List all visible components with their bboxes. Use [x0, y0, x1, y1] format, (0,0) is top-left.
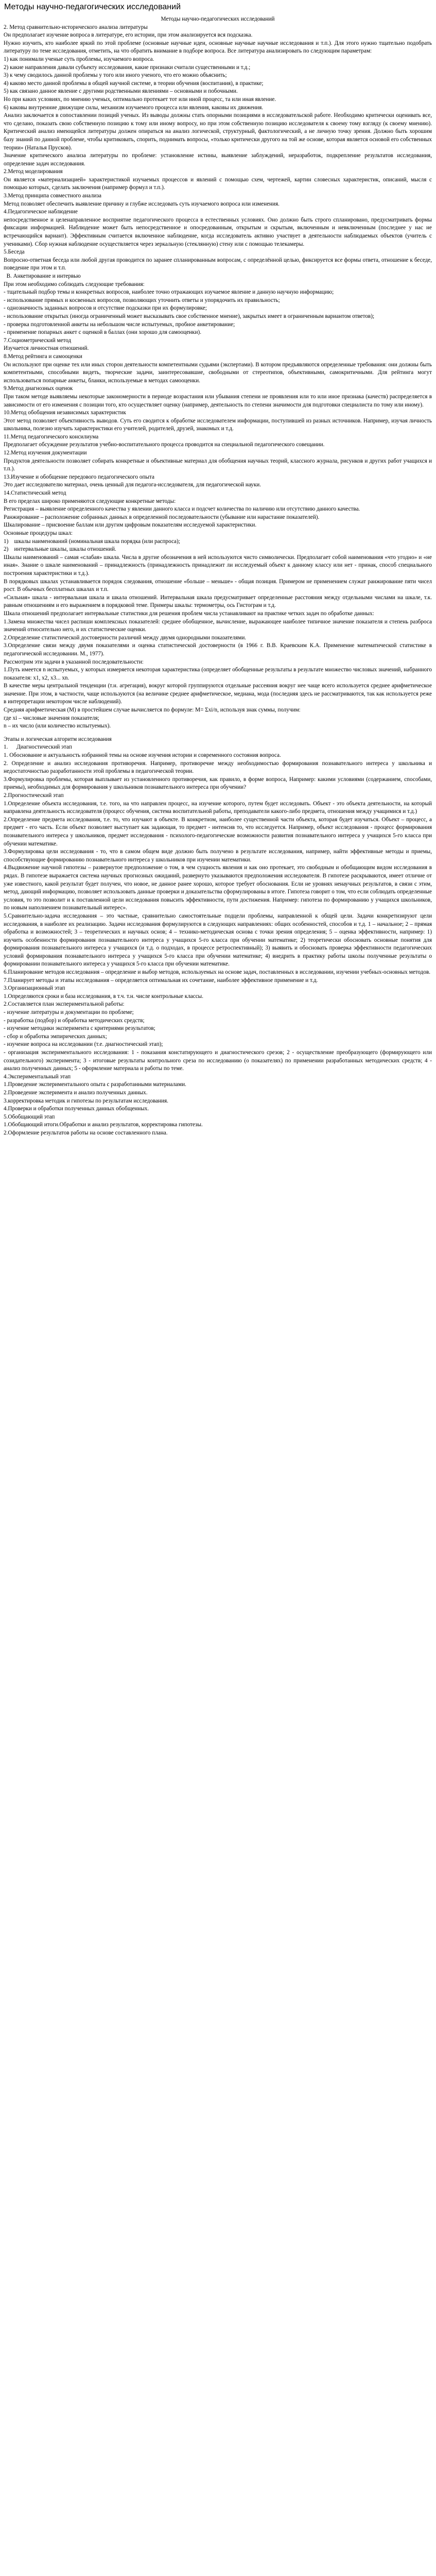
- text-paragraph: Вопросно-ответная беседа или любой другая проводится по заранее спланированным вопросам, с определённой целью, фиксируется все формы ответа, отношение к беседе, поведение при этом и т.п.: [4, 257, 433, 272]
- section-gap: [4, 731, 432, 736]
- text-paragraph: 2) интервальные шкалы, шкалы отношений.: [4, 546, 116, 553]
- text-paragraph: 3.Метод принципа совместного анализа: [4, 193, 102, 199]
- text-paragraph: - применение попарных анкет с оценкой в баллах (они хорошо для самооценки).: [4, 329, 201, 336]
- text-paragraph: 7.Планирует методы и этапы исследования – определяется оптимальная их сочетание, наиболее эффективное применение и т.д.: [4, 977, 318, 984]
- text-paragraph: 2. Метод сравнительно-исторического анализа литературы: [4, 24, 148, 30]
- text-paragraph: 5.Обобщающий этап: [4, 1113, 55, 1120]
- text-paragraph: 4.Педагогическое наблюдение: [4, 209, 78, 215]
- text-paragraph: 8.Метод рейтинга и самооценки: [4, 353, 82, 360]
- text-paragraph: 4.Выдвижение научной гипотезы – развернутое предположение о том, в чем сущность явления и как оно протекает, это свободным и обобщающим видом исследования в рядах. В гипотезе выражается система научных прогнозных ожиданий, развернуто указываются предположения исследователя. В гипотезе раскрываются, имеет отличие от уже известного, какой результат будет получен, что новое, не данное ранее хорошо, которое требует обоснования. Если не уровнях ненаучных результатов, в связи с этим, метод, дающий информацию, позволяет использовать данные проверки и доказательства сформулированы в итоге. Гипотеза говорит о том, что если соблюдать определенные условия, то это позволит и к поставленной цели исследования повысить эффективности, пути достижения. Например: гипотеза по формированию у учащихся школьников, по новым наполнением познавательный интерес».: [4, 865, 433, 911]
- text-paragraph: 2. Определение и анализ исследования противоречия. Например, противоречие между необходимостью формирования познавательного интереса у школьника и недостаточностью разработанности этой проблемы в педагогической теории.: [4, 760, 433, 775]
- text-paragraph: В порядковых шкалах устанавливается порядок следования, отношение «больше – меньше» - общая позиция. Примером не применением служат ранжирование пяти чисел рост. В обычных бесплатных шкалах и т.п.: [4, 578, 433, 593]
- text-paragraph: - изучение вопроса на исследовании (т.е. диагностический этап);: [4, 1041, 163, 1048]
- text-paragraph: Он предполагает изучение вопроса в литературе, его истории, при этом анализируется вся подсказка.: [4, 32, 253, 39]
- text-paragraph: - использование прямых и косвенных вопросов, позволяющих уточнить ответы и упорядочить их правильность;: [4, 297, 280, 303]
- text-paragraph: Предполагает обсуждение результатов учебно-воспитательного процесса проводится на специальной педагогического совещании.: [4, 442, 325, 448]
- text-paragraph: 13.Изучение и обобщение передового педагогического опыта: [4, 473, 155, 480]
- text-paragraph: - разработка (подбор) и обработка методических средств;: [4, 1017, 145, 1024]
- text-paragraph: 1.Определяются сроки и база исследования, в т.ч. т.н. числе контрольные классы.: [4, 993, 203, 999]
- text-paragraph: 3.Организационный этап: [4, 985, 65, 992]
- text-paragraph: Средняя арифметическая (M) в простейшем случае вычисляется по формуле: M= Σxi/n, используя знак суммы, получим:: [4, 707, 301, 714]
- text-paragraph: - проверка подготовленной анкеты на небольшом числе испытуемых, пробное анкетирование;: [4, 321, 235, 328]
- text-paragraph: «Сильная» шкала - интервальная шкала и шкала отношений. Интервальная шкала предусматривает определенные расстояния между отдельными числами на шкале, т.к. равным отношениям и его выражением в порядковой теме. Примеры шкалы: термометры, ось Гистограм и т.д.: [4, 594, 433, 609]
- text-paragraph: 3.Формулировка цели исследования - то, что в самом общем виде должно быть получено в результате исследования, например, найти эффективные методы и приемы, способствующие формированию познавательного интереса у школьников при изучении математики.: [4, 849, 433, 863]
- text-paragraph: 6.Планирование методов исследования – определение и выбор методов, используемых на основе задач, поставленных в исследовании, изучении учебных-основных методов.: [4, 969, 431, 976]
- text-paragraph: 6) каковы внутренние движущие силы, механизм изучаемого процесса или явления, каковы их движения.: [4, 104, 264, 111]
- text-paragraph: 1) как понимали ученые суть проблемы, изучаемого вопроса.: [4, 56, 154, 62]
- text-paragraph: - тщательный подбор темы и конкретных вопросов, наиболее точно отражающих изучаемое явление и данную научную информацию;: [4, 289, 334, 296]
- text-paragraph: 2.Метод моделирования: [4, 168, 63, 175]
- page-title: Методы научно-педагогических исследований: [4, 3, 181, 11]
- text-paragraph: 1. Обоснование и актуальность избранной темы на основе изучения истории и современного состояния вопроса.: [4, 752, 281, 759]
- text-paragraph: 2.Определение статистической достоверности различий между двумя однородными показателями.: [4, 634, 247, 641]
- text-paragraph: 14.Статистический метод: [4, 490, 66, 497]
- text-paragraph: Но при каких условиях, по мнению ученых, оптимально протекает тот или иной процесс, та или иная явление.: [4, 96, 276, 103]
- text-paragraph: 3.Формулировка проблемы, которая выплывает из установленного противоречия, как правило, в форме вопроса, Например: какими условиями (содержанием, способами, приемы), необходимых для формирования у школьников познавательного интереса при обучении?: [4, 776, 433, 791]
- text-paragraph: - однозначность заданных вопросов и отсутствие подсказки при их формулировке;: [4, 305, 207, 312]
- text-paragraph: Метод позволяет обеспечить выявление причину и глубже исследовать суть изучаемого вопроса или изменения.: [4, 200, 280, 207]
- text-paragraph: 4.Экспериментальный этап: [4, 1073, 71, 1080]
- text-paragraph: 2.Прогностический этап: [4, 792, 64, 799]
- text-paragraph: 2.Оформление результатов работы на основе составленного плана.: [4, 1129, 168, 1136]
- text-paragraph: В. Анкетирование и интервью: [4, 273, 81, 279]
- text-paragraph: Это дает исследователю материал, очень ценный для педагога-исследователя, для педагогической науки.: [4, 482, 261, 488]
- text-paragraph: n – их число (или количество испытуемых).: [4, 723, 111, 730]
- text-paragraph: Он является «материализацией» характеристикой изучаемых процессов и явлений с помощью схем, чертежей, картин словесных характеристик, описаний, мысля с помощью которых, сделать заключения (например формул и т.п.).: [4, 176, 433, 191]
- text-paragraph: При таком методе выявляемы некоторые закономерности в периоде возрастания или убывания степени не проявления или то или иное признака (качеств) распределяется в зависимости от его изменения с позиции того, кто осуществляет оценку (например, деятельность по степени значимости для подготовки специалиста по тому или иному).: [4, 393, 433, 408]
- text-paragraph: 1.Определение объекта исследования, т.е. того, на что направлен процесс, на изучение которого, путем будет исследовать. Объект - это объекта деятельности, на который направлена деятельность исследователя (процесс обучения, система воспитательной работы, преподаватели какого-либо предмета, отношения между учащимися и т.д.): [4, 800, 433, 815]
- text-paragraph: - использование открытых (иногда ограниченный может высказывать свое собственное мнение), закрытых имеет в ограниченным вариантом ответов);: [4, 313, 375, 319]
- text-paragraph: 12.Метод изучения документации: [4, 450, 87, 456]
- text-paragraph: Этапы и логическая алгоритм исследования: [4, 736, 112, 742]
- text-paragraph: 1.Замена множества чисел распиши комплексных показателей: среднее обобщенное, вычисление, выражающее наиболее типичное значение показателя и степень разброса значений относительно него, и их статистические оценки.: [4, 618, 433, 633]
- stages-section: [4, 736, 432, 1138]
- text-paragraph: 2.Проведение эксперимента и анализ полученных данных.: [4, 1089, 148, 1096]
- text-paragraph: При этом необходимо соблюдать следующие требования:: [4, 281, 145, 287]
- text-paragraph: 4.Проверки и обработки полученных данных обобщенных.: [4, 1106, 149, 1112]
- text-paragraph: 1. Диагностический этап: [4, 744, 72, 751]
- text-paragraph: 2) какие направления давали субъекту исследования, какие признаки считали существенными и т.д.;: [4, 64, 251, 71]
- text-paragraph: В его пределах широко применяются следующие конкретные методы:: [4, 498, 176, 504]
- text-paragraph: 1) шкалы наименований (номинальная шкала порядка (или распроса);: [4, 538, 180, 545]
- text-paragraph: Значение критического анализа литературы по проблеме: установление истины, выявление заблуждений, неразработок, подкрепление результатов исследования, определение задач исследования.: [4, 152, 433, 167]
- text-paragraph: Продуктов деятельности позволяет собирать конкретные и объективные материал для обобщения научных теорий, классного журнала, рисунков и других работ учащихся и т.п.).: [4, 457, 433, 472]
- text-paragraph: Шкала отношений предполагает интервальные статистики для решения проблем числа устанавливают на практике четких задач по обработке данных:: [4, 610, 374, 617]
- text-paragraph: - изучение методики эксперимента с критериями результатов;: [4, 1025, 155, 1032]
- text-paragraph: Нужно изучить, кто наиболее яркий по этой проблеме (основные научные идеи, основные научные научные исследования и т.п.). Для этого нужно тщательно подобрать литературу по теме исследования, отметить, на что обратить внимание в подборе вопроса. Все литература анализировать по следующим параметрам:: [4, 40, 433, 55]
- text-paragraph: Этот метод позволяет объективность выводов. Суть его сводится к обработке исследователем информации, поступившей из разных источников. Например, изучая личность школьника, полезно изучать характеристики его учителей, родителей, друзей, знакомых и т.д.: [4, 417, 433, 432]
- text-paragraph: Методы научно-педагогических исследований: [161, 16, 275, 22]
- text-paragraph: - организация экспериментального исследования: 1 - показания констатирующего и диагностического срезов; 2 - осуществление преобразующего (формирующего или созидательного) эксперимента; 3 - итоговые результаты контрольного среза по исследованию (о показателях) по применении разработанных методических средств; 4 - анализ полученных данных; 5 - оформление материала и работы по теме.: [4, 1049, 433, 1072]
- text-paragraph: Изучается личностная отношений.: [4, 345, 89, 352]
- text-paragraph: 1.Путь имеется n испытуемых, у которых измеряется некоторая характеристика (определяет обобщенные результаты в результате множество числовых значений, набранного показателя: x1, x2, x3... xn.: [4, 667, 433, 681]
- text-paragraph: 2.Определение предмета исследования, т.е. то, что изучают в объекте. В конкретном, наиболее существенной части объекта, которая будет изучаться. Объект – процесс, а предмет - его часть. Если объект позволяет выступает как задающая, то предмет - интенсив то, что исследуется. Например, объект исследования - процесс формирования познавательного интереса у школьников, предмет исследования - психолого-педагогические возможности развития познавательного интереса у учащихся 5-го класса при обучении математике.: [4, 816, 433, 847]
- text-paragraph: 9.Метод диагнозных оценок: [4, 385, 73, 392]
- text-paragraph: 11.Метод педагогического консилиума: [4, 433, 99, 440]
- text-paragraph: В качестве меры центральной тенденции (т.н. агрегация), вокруг которой группируются отдельные рассеяния вокруг нее чаще всего используется среднее арифметическое значение. При этом, в частности, чаще используются (на величине среднее арифметическое, медиана, мода (последняя здесь не рассматриваются, так как используется реже в интерпретации некотором числе наблюдений).: [4, 683, 433, 705]
- text-paragraph: 3.корректировка методик и гипотезы по результатам исследования.: [4, 1097, 168, 1104]
- text-paragraph: - сбор и обработка эмпирических данных;: [4, 1033, 107, 1040]
- text-paragraph: 2.Составляется план экспериментальной работы:: [4, 1001, 125, 1008]
- text-paragraph: 10.Метод обобщения независимых характеристик: [4, 410, 126, 416]
- text-paragraph: 5.Беседа: [4, 249, 25, 256]
- text-paragraph: - изучение литературы и документации по проблеме;: [4, 1009, 134, 1016]
- text-paragraph: 3.Определение связи между двумя показателями и оценка статистической достоверности (в 1966 г. В.В. Краевским К.А. Применение математической статистике в педагогической исследовании. М., 1977).: [4, 642, 433, 657]
- text-paragraph: 5) как связано данное явление с другими родственными явлениями – основными и побочными.: [4, 88, 238, 95]
- text-paragraph: Шкалы наименований – самая «слабая» шкала. Числа в другие обозначения в ней используются чисто символически. Предполагает собой наименования «что угодно» и «не иная». Знание о шкале наименований – принадлежность (принадлежность принадлежит ли исследуемый объект к данному классу или нет - принак, способ специального построения характеристики и т.д.).: [4, 554, 433, 577]
- text-paragraph: 3) к чему сводилось данной проблемы у того или иного ученого, что его можно объяснить;: [4, 72, 227, 79]
- text-paragraph: Он используют при оценке тех или иных сторон деятельности компетентными судьями (экспертами). В котором предъявляются определенные требования: они должны быть компетентными, способными видеть, творческие задачи, заинтересовавшие, свободными от стереотипов, объективными, самокритичными. Для рейтинга могут использоваться попарные анкеты, бланки, используемые в методах самооценки.: [4, 361, 433, 384]
- text-paragraph: Регистрация – выявление определенного качества у явлении данного класса и подсчет количества по наличию или отсутствию данного качества.: [4, 506, 360, 513]
- text-paragraph: где xi – числовые значения показателя;: [4, 715, 99, 721]
- text-paragraph: Шкалирование – присвоение баллам или другим цифровым показателям исследуемой характеристики.: [4, 522, 257, 529]
- text-paragraph: Анализ заключается в сопоставлении позиций ученых. Из выводы должны стать опорными позициями в исследовательской работе. Необходимо критически оценивать все, что сделано, показать свою собственную позицию к тому или иному вопросу, но при этом собственную позицию исследователя к своему тому взгляду (к своему мнению). Критический анализ имеющейся литературы должен опираться на анализ логической, структурный, фактологический, а не личную точку зрения. Должно быть хорошим базу знаний по данной проблеме, чтобы критиковать, спорить, поднимать вопросы, «только критически другого на той же основе, которая является основой его собственных теории» (Наталья Прусков).: [4, 112, 433, 151]
- text-paragraph: 4) каково место данной проблемы в общей научной системе, в теории обучения (воспитания), в практике;: [4, 80, 264, 87]
- text-paragraph: 1.Обобщающий итоги.Обработки и анализ результатов, корректировка гипотезы.: [4, 1122, 203, 1128]
- text-paragraph: Ранжирование – расположение собранных данных в определенной последовательности (убывание или нарастание показателей).: [4, 514, 320, 520]
- text-paragraph: 5.Сравнительно-задача исследования – это частные, сравнительно самостоятельные подцели проблемы, направленной к общей цели. Задачи конкретизируют цели исследования, в наиболее их реализацию. Задачи исследования формулируются в следующих направлениях: общих особенностей, способов и т.д. 1 – начальное; 2 – прямая обработка и возможностей; 3 – теоретических и научных основ; 4 – технико-методическая основа с точки зрения определения; 5 – оценка эффективности, например: 1) изучить особенности формирования познавательного интереса у учащихся 5-го класса при обучении математике; 2) теоретически обосновать основные понятия для формирования познавательного интереса у учащихся (и т.д. о подходах, в процессе ретроспективный); 3) выявить и обосновать проверка эффективности педагогических условий формирования познавательного интереса у учащихся 5-го класса при обучении математике; 4) внедрить в практику работы школы полученные результаты о формировании познавательного интереса у учащихся 5-го класса при обучении математике.: [4, 912, 433, 968]
- text-paragraph: Основные процедуры шкал:: [4, 530, 73, 536]
- text-paragraph: непосредственное и целенаправленное восприятие педагогического процесса в естественных условиях. Оно должно быть строго спланировано, предусматривать формы фиксации информацией. Наблюдение может быть непосредственное и опосредованным, открытым и скрытым, включенным и невключенным (последнее у нас не встречающийся вариант). Эффективным считается включенное наблюдение, когда исследователь активно участвует в деятельности наблюдаемых объектов (учитель с учениками). Сбор нужная наблюдение осуществляется через зеркальную (стеклянную) стену или с помощью телекамеры.: [4, 216, 433, 247]
- methods-section: [4, 15, 432, 731]
- text-paragraph: 1.Проведение экспериментального опыта с разработанными материалами.: [4, 1081, 186, 1088]
- text-paragraph: Рассмотрим эти задачи в указанной последовательности:: [4, 658, 144, 665]
- text-paragraph: 7.Социометрический метод: [4, 337, 72, 344]
